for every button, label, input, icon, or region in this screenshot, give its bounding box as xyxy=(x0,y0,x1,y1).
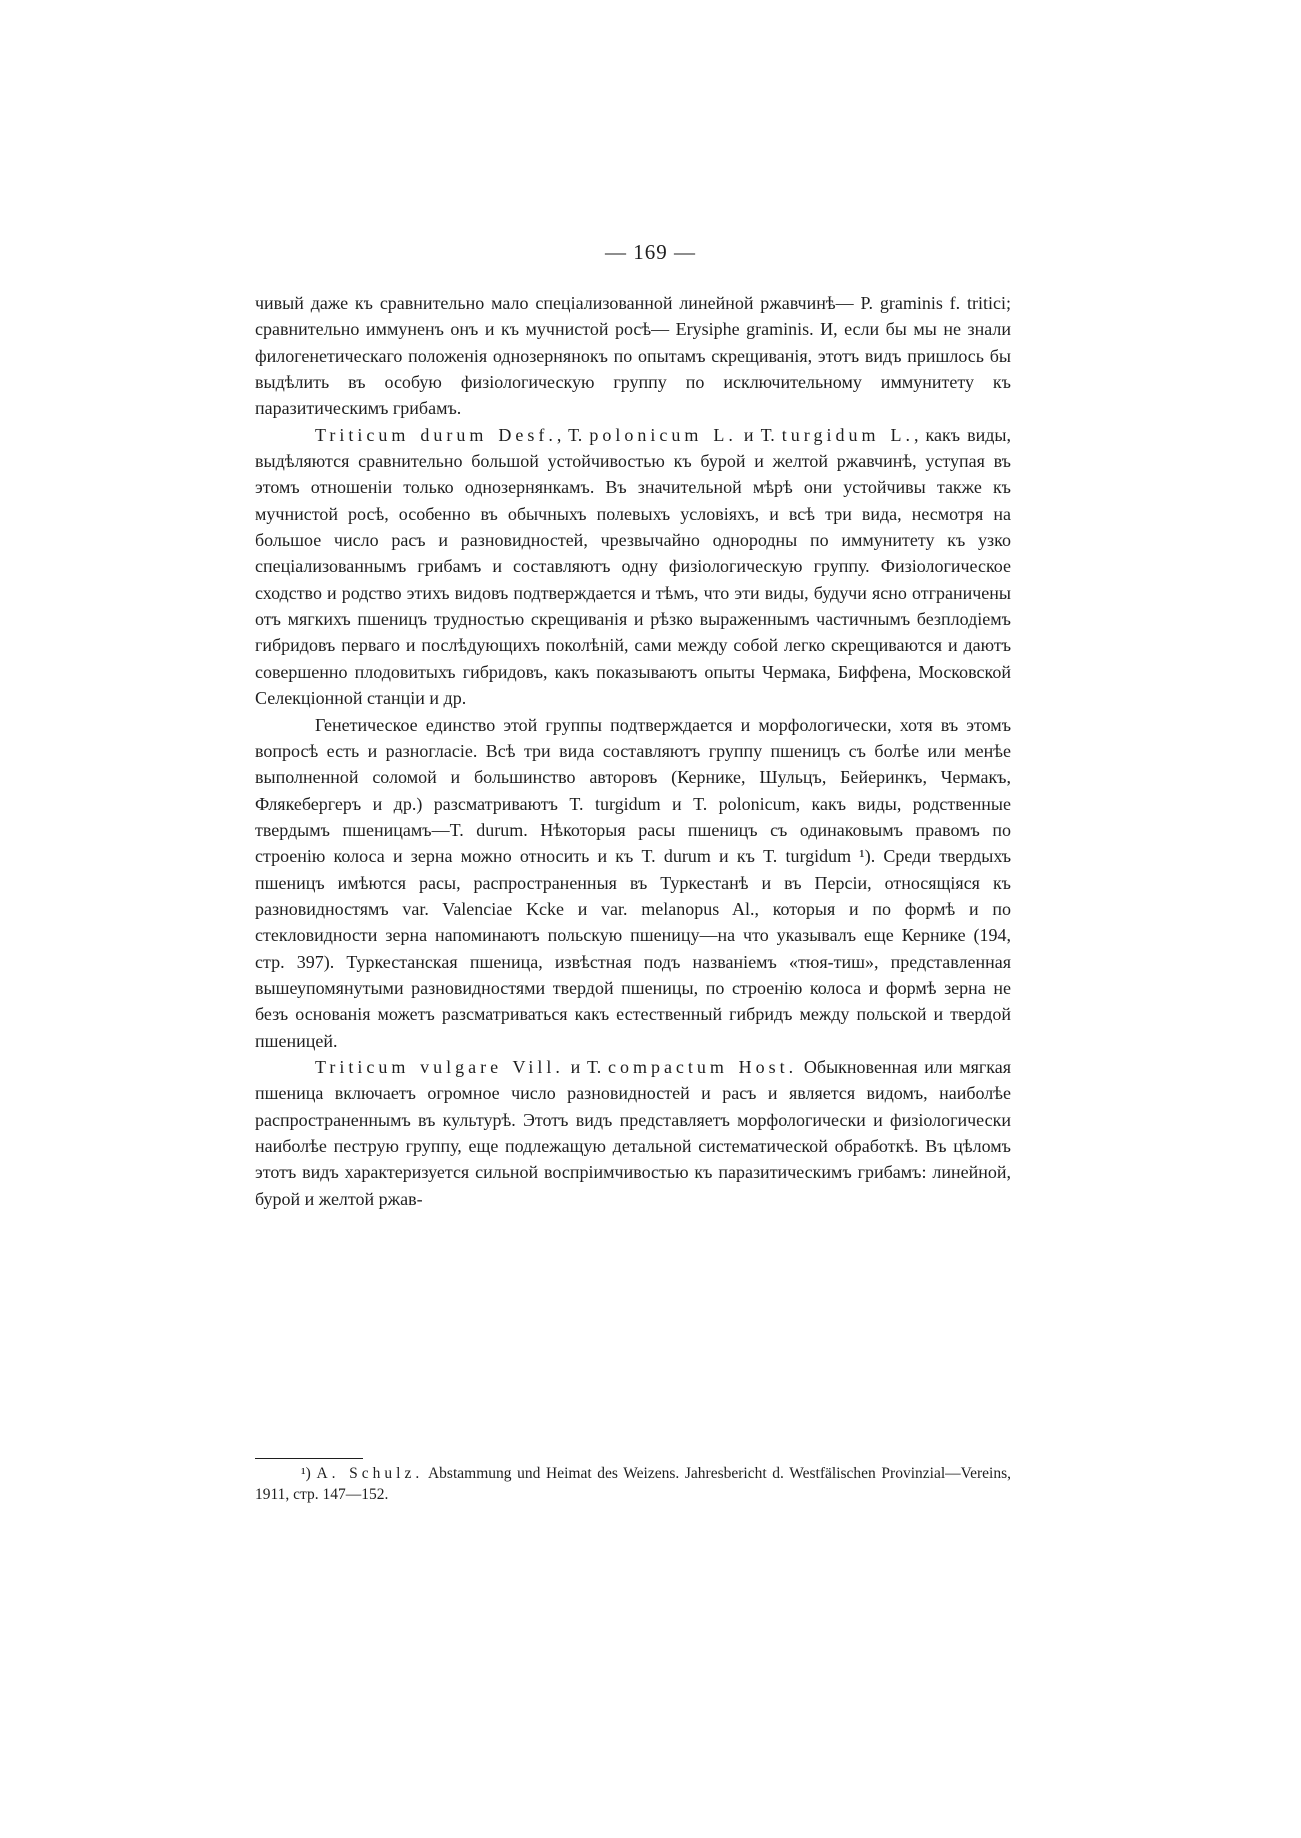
footnote-divider xyxy=(255,1458,363,1459)
paragraph xyxy=(255,422,1011,712)
paragraph xyxy=(255,712,1011,1054)
body-text xyxy=(255,290,1011,1212)
paragraph-text: и T. xyxy=(736,424,782,445)
footnote xyxy=(255,1463,1011,1505)
paragraph xyxy=(255,1054,1011,1212)
paragraph-text: Генетическое единство этой группы подтверждается и морфологически, хотя въ этомъ вопросѣ есть и разногласіе. Всѣ три вида составляютъ группу пшеницъ съ болѣе или менѣе выполненной соломой и большинство авторовъ (Кернике, Шульцъ, Бейеринкъ, Чермакъ, Флякебергеръ и др.) разсматриваютъ T. turgidum и T. polonicum, какъ виды, родственные твердымъ пшеницамъ—T. durum. Нѣкоторыя расы пшеницъ съ одинаковымъ правомъ по строенію колоса и зерна можно относить и къ T. durum и къ T. turgidum ¹). Среди твердыхъ пшеницъ имѣются расы, распространенныя въ Туркестанѣ и въ Персіи, относящіяся къ разновидностямъ var. Valenciae Kcke и var. melanopus Al., которыя и по формѣ и по стекловидности зерна напоминаютъ польскую пшеницу—на что указывалъ еще Кернике (194, стр. 397). Туркестанская пшеница, извѣстная подъ названіемъ «тюя-тиш», представленная вышеупомянутыми разновидностями твердой пшеницы, по строенію колоса и формѣ зерна не безъ основанія можетъ разсматриваться какъ естественный гибридъ между польской и твердой пшеницей. xyxy=(255,714,1011,1051)
species-name-spaced: turgidum L. xyxy=(781,424,915,445)
footnote-text: Abstammung und Heimat des Weizens. Jahresbericht d. Westfälischen Provinzial—Vereins, 1911, стр. 147—152. xyxy=(255,1465,1011,1503)
paragraph-text: , какъ виды, выдѣляются сравнительно большой устойчивостью къ бурой и желтой ржавчинѣ, уступая въ этомъ отношеніи только однозернянкамъ. Въ значительной мѣрѣ они устойчивы также къ мучнистой росѣ, особенно въ обычныхъ полевыхъ условіяхъ, и всѣ три вида, несмотря на большое число расъ и разновидностей, чрезвычайно однородны по иммунитету къ узко спеціализованнымъ грибамъ и составляютъ одну физіологическую группу. Физіологическое сходство и родство этихъ видовъ подтверждается и тѣмъ, что эти виды, будучи ясно отграничены отъ мягкихъ пшеницъ трудностью скрещиванія и рѣзко выраженнымъ частичнымъ безплодіемъ гибридовъ перваго и послѣдующихъ поколѣній, сами между собой легко скрещиваются и даютъ совершенно плодовитыхъ гибридовъ, какъ показываютъ опыты Чермака, Биффена, Московской Селекціонной станціи и др. xyxy=(255,424,1011,709)
species-name-spaced: polonicum L. xyxy=(589,424,737,445)
species-name-spaced: compactum Host. xyxy=(607,1056,798,1077)
footnote-marker: ¹) xyxy=(301,1465,311,1482)
species-name-spaced: Triticum vulgare Vill. xyxy=(315,1056,564,1077)
paragraph xyxy=(255,290,1011,422)
paragraph-text: Обыкновенная или мягкая пшеница включаетъ огромное число разновидностей и расъ и является видомъ, наиболѣе распространеннымъ въ культурѣ. Этотъ видъ представляетъ морфологически и физіологически наиболѣе пеструю группу, еще подлежащую детальной систематической обработкѣ. Въ цѣломъ этотъ видъ характеризуется сильной воспріимчивостью къ паразитическимъ грибамъ: линейной, бурой и желтой ржав- xyxy=(255,1056,1012,1209)
species-name-spaced: Triticum durum Desf. xyxy=(315,424,557,445)
page-number: — 169 — xyxy=(605,240,696,264)
paragraph-text: и T. xyxy=(563,1056,608,1077)
footnote-author: A. Schulz. xyxy=(316,1465,424,1482)
paragraph-text: чивый даже къ сравнительно мало спеціализованной линейной ржавчинѣ— P. graminis f. tritici; сравнительно иммуненъ онъ и къ мучнистой росѣ— Erysiphe graminis. И, если бы мы не знали филогенетическаго положенія однозернянокъ по опытамъ скрещиванія, этотъ видъ пришлось бы выдѣлить въ особую физіологическую группу по исключительному иммунитету къ паразитическимъ грибамъ. xyxy=(255,293,1011,419)
paragraph-text: , T. xyxy=(556,424,590,445)
